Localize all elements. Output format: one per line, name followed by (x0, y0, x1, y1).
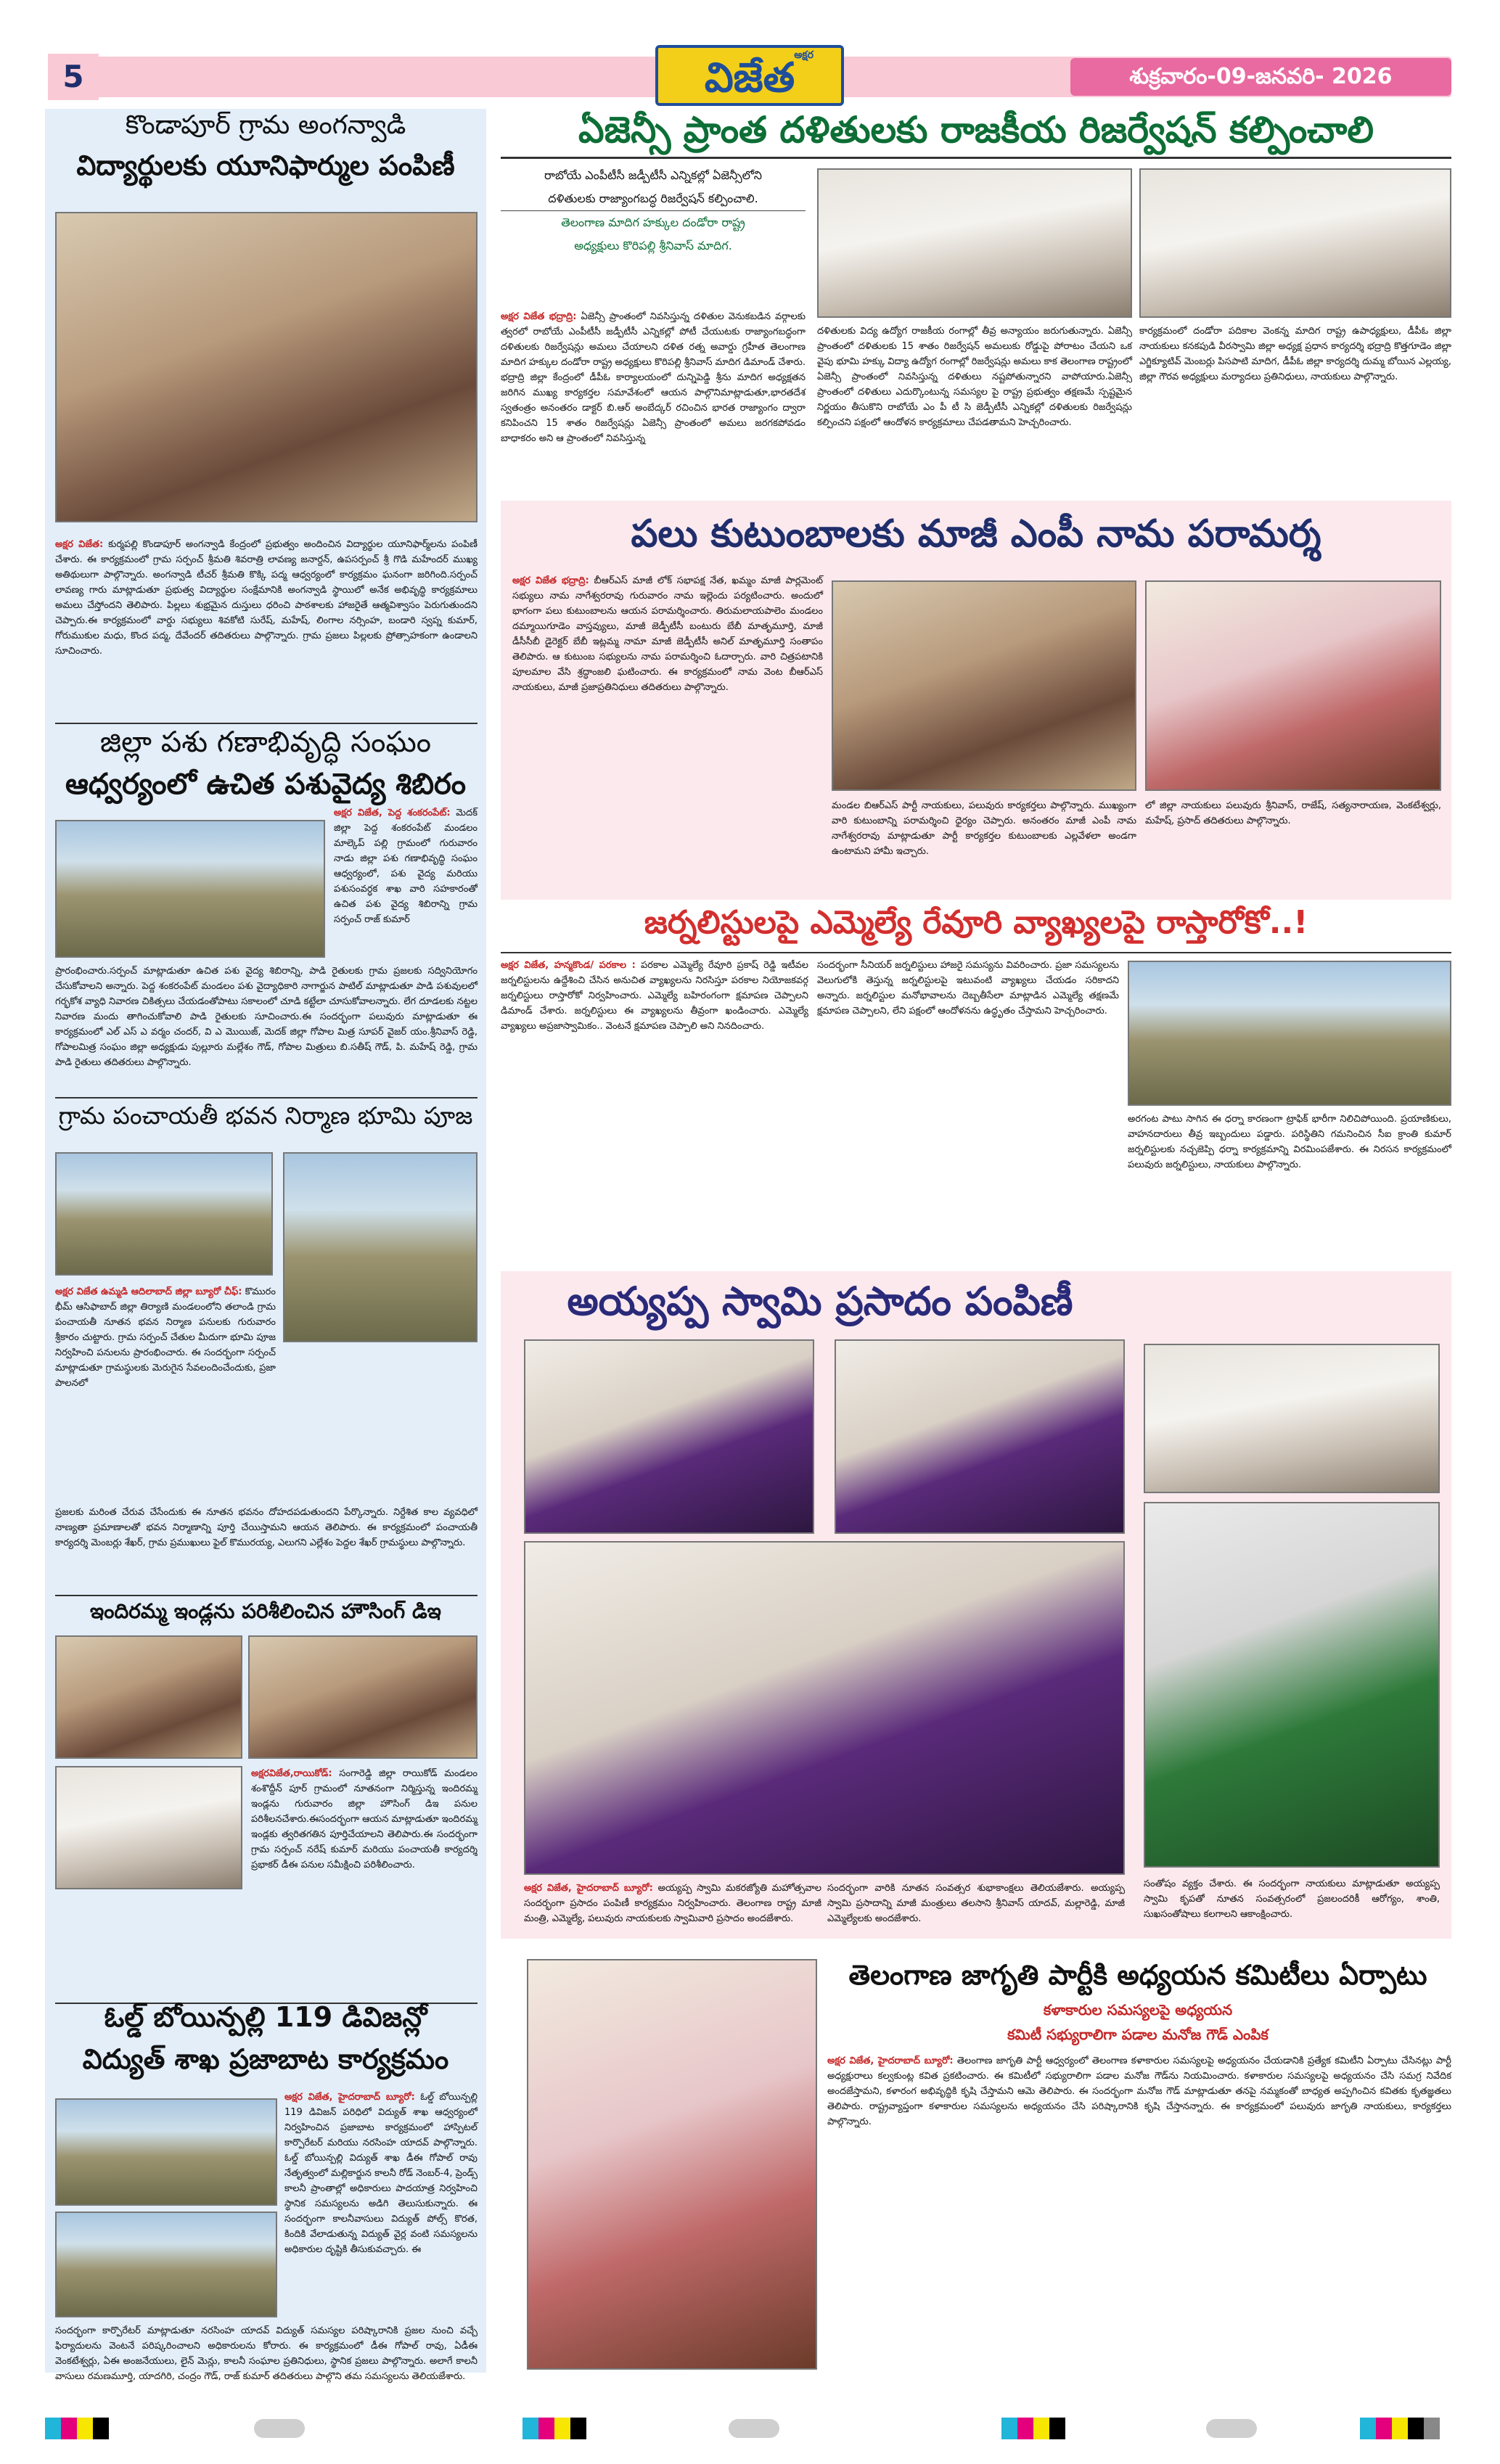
page-number: 5 (48, 54, 99, 100)
mp-story-col3: లో జిల్లా నాయకులు పలువురు శ్రీనివాస్, రాజేష్, సత్యనారాయణ, వెంకటేశ్వర్లు, మహేష్, ప్రసాద్ తదితరులు పాల్గొన్నారు. (1145, 800, 1441, 826)
story4-body (251, 1766, 478, 1998)
lead-story-title: ఏజెన్సీ ప్రాంత దళితులకు రాజకీయ రిజర్వేషన్ కల్పించాలి (578, 109, 1374, 151)
jagruthi-deck1: కళాకారుల సమస్యలపై అధ్యయన (1043, 2001, 1233, 2019)
story1-photo (55, 212, 478, 522)
story3-title: గ్రామ పంచాయతీ భవన నిర్మాణ భూమి పూజ (58, 1101, 473, 1130)
color-bar-3 (1001, 2418, 1065, 2439)
story3-body-top (55, 1284, 276, 1502)
mp-story-title: పలు కుటుంబాలకు మాజీ ఎంపీ నామ పరామర్శ (631, 512, 1321, 556)
story3-dateline: అక్షర విజేత ఉమ్మడి ఆదిలాబాద్ జిల్లా బ్యూరో చీఫ్: (55, 1286, 242, 1297)
mp-story-col1 (512, 573, 823, 892)
story1-title: విద్యార్థులకు యూనిఫార్ముల పంపిణీ (76, 149, 455, 181)
jagruthi-body (827, 2053, 1451, 2370)
deck2-line2: అధ్యక్షులు కొరిపల్లి శ్రీనివాస్ మాదిగ. (574, 239, 732, 252)
jagruthi-text: తెలంగాణ జాగృతి పార్టీ ఆధ్వర్యంలో తెలంగాణ కళాకారుల సమస్యలపై అధ్యయనం చేయడానికి ప్రత్యేక కమిటీని ఏర్పాటు చేసినట్లు పార్టీ అధ్యక్షురాలు కల్వకుంట్ల కవిత ప్రకటించారు. ఈ కమిటీలో సభ్యురాలిగా పడాల మనోజ గౌడ్‌ను నియమించారు. కళాకారుల సమస్యలపై అధ్యయనం చేసి సమగ్ర నివేదిక అందజేస్తామని, కళారంగ అభివృద్ధికి కృషి చేస్తామని ఆమె తెలిపారు. ఈ సందర్భంగా మనోజ గౌడ్ మాట్లాడుతూ తనపై నమ్మకంతో బాధ్యత అప్పగించిన కవితకు కృతజ్ఞతలు తెలిపారు. రాష్ట్రవ్యాప్తంగా కళాకారుల సమస్యలను అధ్యయనం చేసి పరిష్కారానికి కృషి చేస్తానన్నారు. ఈ కార్యక్రమంలో పలువురు జాగృతి నాయకులు, కార్యకర్తలు పాల్గొన్నారు. (827, 2056, 1451, 2127)
story5-title-line2: విద్యుత్ శాఖ ప్రజాబాట కార్యక్రమం (82, 2043, 449, 2075)
ayyappa-col1-text: అయ్యప్ప స్వామి మకరజ్యోతి మహోత్సవాల సందర్భంగా ప్రసాదం పంపిణీ కార్యక్రమం నిర్వహించారు. తెలంగాణ రాష్ట్ర మాజీ మంత్రి, ఎమ్మెల్యే, పలువురు నాయకులకు స్వామివారి ప్రసాదం అందజేశారు. (524, 1883, 821, 1924)
date-badge (1070, 58, 1451, 96)
protest-col2: సందర్భంగా సీనియర్ జర్నలిస్టులు హాజరై సమస్యను వివరించారు. ప్రజా సమస్యలను వెలుగులోకి తెస్తున్న జర్నలిస్టులపై ఇటువంటి వ్యాఖ్యలు చేయడం సరికాదని అన్నారు. జర్నలిస్టుల మనోభావాలను దెబ్బతీసేలా మాట్లాడిన ఎమ్మెల్యే తక్షణమే క్షమాపణ చెప్పాలని, లేని పక్షంలో ఆందోళనను ఉద్ధృతం చేస్తామని హెచ్చరించారు. (817, 960, 1119, 1017)
color-bar-2 (522, 2418, 586, 2439)
protest-col3: అరగంట పాటు సాగిన ఈ ధర్నా కారణంగా ట్రాఫిక్ భారీగా నిలిచిపోయింది. ప్రయాణికులు, వాహనదారులు తీవ్ర ఇబ్బందులు పడ్డారు. పరిస్థితిని గమనించిన సీఐ క్రాంతి కుమార్ జర్నలిస్టులకు నచ్చజెప్పి ధర్నా కార్యక్రమాన్ని విరమింపజేశారు. ఈ నిరసన కార్యక్రమంలో పలువురు జర్నలిస్టులు, నాయకులు పాల్గొన్నారు. (1128, 1114, 1451, 1170)
masthead-tag: అక్షర (794, 49, 813, 61)
story2-body-top (334, 805, 478, 958)
protest-col1-text: పరకాల ఎమ్మెల్యే రేవూరి ప్రకాష్ రెడ్డి ఇటీవల జర్నలిస్టులను ఉద్దేశించి చేసిన అనుచిత వ్యాఖ్యలను నిరసిస్తూ పరకాల నియోజకవర్గ జర్నలిస్టులు రాస్తారోకో నిర్వహించారు. ఎమ్మెల్యే బహిరంగంగా క్షమాపణ చెప్పాలని డిమాండ్ చేశారు. జర్నలిస్టులు ఈ వ్యాఖ్యలను తీవ్రంగా ఖండించారు. ఎమ్మెల్యే వ్యాఖ్యలు అప్రజాస్వామికం.. వెంటనే క్షమాపణ చెప్పాలి అని నినదించారు. (501, 960, 809, 1032)
ayyappa-photo5 (1144, 1502, 1440, 1868)
story2-text-top: మెదక్ జిల్లా పెద్ద శంకరంపేట్ మండలం మాల్కెప్ పల్లి గ్రామంలో గురువారం నాడు జిల్లా పశు గణాభివృద్ధి సంఘం ఆధ్వర్యంలో, పశు వైద్య మరియు పశుసంవర్ధక శాఖ వారి సహకారంతో ఉచిత పశు వైద్య శిబిరాన్ని గ్రామ సర్పంచ్ రాజ్ కుమార్ (334, 808, 478, 925)
registration-mark (729, 2419, 779, 2438)
registration-mark (254, 2419, 305, 2438)
registration-mark (1206, 2419, 1257, 2438)
lead-story-col2: దళితులకు విద్య ఉద్యోగ రాజకీయ రంగాల్లో తీవ్ర అన్యాయం జరుగుతున్నారు. ఏజెన్సీ ప్రాంతంలో దళితులకు 15 శాతం రిజర్వేషన్ అమలుకు రోడ్డుపై పోరాటం చేయని ఒక వైపు భూమి హక్కు విద్యా ఉద్యోగ రంగాల్లో రిజర్వేషన్లు అమలు కాక తెలంగాణ రాష్ట్రంలో ఏజెన్సీ ప్రాంతంలో నివసిస్తున్న దళితులు నష్టపోతున్నారని వాపోయారు.ఏజెన్సీ ప్రాంతంలో దళితులు ఎదుర్కొంటున్న సమస్యల పై రాష్ట్ర ప్రభుత్వం తక్షణమే స్పష్టమైన నిర్ణయం తీసుకొని రాబోయే ఎం పీ టీ సి జెడ్పీటీసీ ఎన్నికల్లో దళితులకు రిజర్వేషన్లు కల్పించని పక్షంలో ఆందోళన కార్యక్రమాలు చేపడతామని హెచ్చరించారు. (817, 326, 1132, 428)
story4-title: ఇందిరమ్మ ఇండ్లను పరిశీలించిన హౌసింగ్ డిఇ (90, 1599, 441, 1623)
masthead-title: విజేత (704, 54, 795, 102)
ayyappa-photo1 (524, 1339, 814, 1534)
ayyappa-title: అయ్యప్ప స్వామి ప్రసాదం పంపిణీ (567, 1278, 1073, 1324)
jagruthi-title: తెలంగాణ జాగృతి పార్టీకి అధ్యయన కమిటీలు ఏర్పాటు (848, 1959, 1427, 1991)
divider (501, 952, 1451, 953)
color-bar-4 (1360, 2418, 1440, 2439)
story4-photo-bottom (55, 1766, 242, 1889)
story4-photo-right (248, 1635, 478, 1759)
lead-story-lead: అక్షర విజేత భద్రాద్రి: (501, 311, 577, 322)
jagruthi-deck2: కమిటీ సభ్యురాలిగా పడాల మనోజ గౌడ్ ఎంపిక (1007, 2026, 1269, 2043)
story4-text: సంగారెడ్డి జిల్లా రాయికోడ్ మండలం శంశొద్దీన్ పూర్ గ్రామంలో నూతనంగా నిర్మిస్తున్న ఇందిరమ్మ ఇండ్లను గురువారం జిల్లా హౌసింగ్ డిఇ పనుల పరిశీలనచేశారు.ఈసందర్భంగా ఆయన మాట్లాడుతూ ఇందిరమ్మ ఇండ్లకు త్వరితగతిన పూర్తిచేయాలని తెలిపారు.ఈ సందర్భంగా గ్రామ సర్పంచ్ నరేష్ కుమార్ మరియు పంచాయతీ కార్యదర్శి ప్రభాకర్ డీఈ పనుల సమీక్షించి పరిశీలించారు. (251, 1768, 478, 1870)
story2-dateline: అక్షర విజేత, పెద్ద శంకరంపేట్: (334, 808, 451, 818)
story3-text-top: కొమురం భీమ్ ఆసిఫాబాద్ జిల్లా తిర్యాణి మండలంలోని తలాండి గ్రామ పంచాయతీ నూతన భవన నిర్మాణ పనులకు గురువారం శ్రీకారం చుట్టారు. గ్రామ సర్పంచ్ చేతుల మీదుగా భూమి పూజ నిర్వహించి పనులను ప్రారంభించారు. ఈ సందర్భంగా సర్పంచ్ మాట్లాడుతూ గ్రామస్థులకు మెరుగైన సేవలందించేందుకు, ప్రజా పాలనలో (55, 1286, 276, 1389)
story3-body-bottom: ప్రజలకు మరింత చేరువ చేసేందుకు ఈ నూతన భవనం దోహదపడుతుందని పేర్కొన్నారు. నిర్దేశిత కాల వ్యవధిలో నాణ్యతా ప్రమాణాలతో భవన నిర్మాణాన్ని పూర్తి చేయిస్తామని ఆయన తెలిపారు. ఈ కార్యక్రమంలో పంచాయతీ కార్యదర్శి మెంబర్లు శేఖర్, గ్రామ ప్రముఖులు ఫైల్ కొమురయ్య, ఎలుగని ఎల్లేశం పెద్దల శేఖర్ గ్రామస్థులు పాల్గొన్నారు. (55, 1507, 478, 1548)
story5-dateline: అక్షర విజేత, హైదరాబాద్ బ్యూరో: (284, 2092, 415, 2103)
story3-photo-left (55, 1152, 273, 1276)
protest-col1 (501, 958, 808, 1262)
mp-col1-text: బీఆర్ఎస్ మాజీ లోక్ సభాపక్ష నేత, ఖమ్మం మాజీ పార్లమెంట్ సభ్యులు నామ నాగేశ్వరరావు గురువారం నామ ఇల్లెందు పర్యటించారు. అందులో భాగంగా పలు కుటుంబాలను ఆయన పరామర్శించారు. తిరుమలాయపాలెం మండలం దమ్మాయిగూడెం వాస్తవ్యులు, మాజీ జెడ్పీటీసీ బంటురు బేబీ మాతృమూర్తి, మాజీ డీసీసీబీ డైరెక్టర్ బేబీ ఇట్లమ్మ నామా మాజీ జెడ్పీటీసీ అనిల్ మాతృమూర్తి సంతాపం తెలిపారు. ఆ కుటుంబ సభ్యులను నామ పరామర్శించి ఓదార్చారు. వారి చిత్రపటానికి పూలమాల వేసి శ్రద్ధాంజలి ఘటించారు. ఈ కార్యక్రమంలో నామ వెంట బీఆర్ఎస్ నాయకులు, మాజీ ప్రజాప్రతినిధులు తదితరులు పాల్గొన్నారు. (512, 575, 823, 693)
story1-text: కుర్మపల్లి కొండాపూర్ అంగన్వాడి కేంద్రంలో ప్రభుత్వం అందించిన విద్యార్థుల యూనిఫార్మ్‌లను పంపిణీ చేశారు. ఈ కార్యక్రమంలో గ్రామ సర్పంచ్ శ్రీమతి శివరాత్రి లావణ్య జనార్దన్, ఉపసర్పంచ్ శ్రీ గొడి మహేందర్ ముఖ్య అతిథులుగా పాల్గొన్నారు. అంగన్వాడి టీచర్ శ్రీమతి కొక్కి పద్మ ఆధ్వర్యంలో కార్యక్రమం ఘనంగా జరిగింది.సర్పంచ్ లావణ్య గారు మాట్లాడుతూ ప్రభుత్వ విద్యార్థుల సంక్షేమానికి అంగన్వాడి స్థాయిలో అనేక అభివృద్ధి కార్యక్రమాలు అమలు చేస్తోందని తెలిపారు. పిల్లలు శుభ్రమైన దుస్తులు ధరించి పాఠశాలకు హాజరైతే ఆత్మవిశ్వాసం పెరుగుతుందని చెప్పారు.ఈ కార్యక్రమంలో వార్డు సభ్యులు శివకోటి సురేష్, మహేష్, లింగాల నర్సింహ, బండారి స్వప్న కుమార్, గోరుముకుల మధు, కొంద పద్మ, దేవేందర్ తదితరులు పాల్గొన్నారు. గ్రామ ప్రజలు పిల్లలకు ప్రోత్సాహకంగా ఉండాలని సూచించారు. (55, 539, 478, 657)
story2-title-line1: జిల్లా పశు గణాభివృద్ధి సంఘం (99, 726, 432, 759)
lead-story-photo1 (817, 168, 1132, 318)
lead-col1-text: ఏజెన్సీ ప్రాంతంలో నివసిస్తున్న దళితుల వెనుకబడిన వర్గాలకు త్వరలో రాబోయే ఎంపీటీసీ జడ్పీటీసీ ఎన్నికల్లో పోటీ చేయుటకు రాజ్యాంగబద్ధంగా దళితులకు రిజర్వేషన్లు అమలు చేయాలని దళిత రత్న అవార్డు గ్రహీత తెలంగాణ మాదిగ హక్కుల దండోరా రాష్ట్ర అధ్యక్షులు కొరిపల్లి శ్రీనివాస్ మాదిగ డిమాండ్ చేశారు. భద్రాద్రి జిల్లా కేంద్రంలో డీపీఓ కార్యాలయంలో దున్నిపెడ్డి శ్రీను మాదిగ అధ్యక్షతన జరిగిన ముఖ్య కార్యకర్తల సమావేశంలో ఆయన పాల్గొనిమాట్లాడుతూ,భారతదేశ స్వతంత్రం అనంతరం డాక్టర్ బి.ఆర్ అంబేద్కర్ రచించిన భారత రాజ్యాంగం ద్వారా కనిపించని 15 శాతం రిజర్వేషన్లు ఏజెన్సీ ప్రాంతంలో అమలు జరగకపోవడం బాధాకరం అని ఆ ప్రాంతంలో నివసిస్తున్న (501, 311, 806, 444)
ayyappa-lead: అక్షర విజేత, హైదరాబాద్ బ్యూరో: (524, 1883, 653, 1894)
story4-photo-left (55, 1635, 242, 1759)
deck1-line2: దళితులకు రాజ్యాంగబద్ధ రిజర్వేషన్ కల్పించాలి. (501, 187, 806, 211)
protest-story-title: జర్నలిస్టులపై ఎమ్మెల్యే రేవూరి వ్యాఖ్యలపై రాస్తారోకో..! (644, 904, 1308, 941)
story2-title-line2: ఆధ్వర్యంలో ఉచిత పశువైద్య శిబిరం (65, 768, 467, 801)
ayyappa-col2: సందర్భంగా వారికి నూతన సంవత్సర శుభాకాంక్షలు తెలియజేశారు. అయ్యప్ప స్వామి ప్రసాదాన్ని మాజీ మంత్రులు తలసాని శ్రీనివాస్ యాదవ్, మల్లారెడ్డి, మాజీ ఎమ్మెల్యేలకు అందజేశారు. (827, 1883, 1125, 1924)
story4-dateline: అక్షరవిజేత,రాయికోడ్: (251, 1768, 332, 1779)
lead-story-col3: కార్యక్రమంలో దండోరా పదికాల వెంకన్న మాదిగ రాష్ట్ర ఉపాధ్యక్షులు, డీపీఓ జిల్లా నాయకులు కనకపుడి వీరస్వామి జిల్లా అధ్యక్ష ప్రధాన కార్యదర్శి భద్రాద్రి కొత్తగూడెం జిల్లా ఎగ్జిక్యూటివ్ మెంబర్లు పిసపాటి మాదిగ, డీపీఓ జిల్లా కార్యదర్శి దుమ్మ బోయిన ఎల్లయ్య, జిల్లా గౌరవ అధ్యక్షులు మర్యాదలు ప్రతినిధులు, నాయకులు పాల్గొన్నారు. (1139, 326, 1451, 382)
story2-body-bottom: ప్రారంభించారు.సర్పంచ్ మాట్లాడుతూ ఉచిత పశు వైద్య శిబిరాన్ని, పాడి రైతులకు గ్రామ ప్రజలకు సద్వినియోగం చేసుకోవాలని అన్నారు. పెద్ద శంకరంపేట్ మండలం పశు వైద్యాధికారి నాగార్జున పాటిల్ మాట్లాడుతూ పాడి పశువులలో గర్భకోశ వ్యాధి నివారణ చికిత్సలు చేయడంతోపాటు సకాలంలో చూడి కట్టేలా చూసుకోవాలన్నారు. లేగ దూడలకు నట్టల నివారణ మందు తాగించుకోవాలి పాడి రైతులకు సూచించారు.ఈ సందర్భంగా పలువురు మాట్లాడుతూ ఈ కార్యక్రమంలో ఎల్ ఎస్ ఎ వర్మం చందర్, వి ఎ మొయిజ్, మెదక్ జిల్లా గోపాల మిత్ర సూపర్ వైజర్ యం.శ్రీనివాస్ రెడ్డి, గోపాలమిత్ర సంఘం జిల్లా అధ్యక్షుడు పుల్లూరు మల్లేశం గౌడ్, గోపాల మిత్రులు బి.సతీష్ గౌడ్, పి. మహేష్ రెడ్డి, గ్రామ పాడి రైతులు తదితరులు పాల్గొన్నారు. (55, 966, 478, 1068)
color-bar-1 (45, 2418, 109, 2439)
ayyappa-col3: సంతోషం వ్యక్తం చేశారు. ఈ సందర్భంగా నాయకులు మాట్లాడుతూ అయ్యప్ప స్వామి కృపతో నూతన సంవత్సరంలో ప్రజలందరికీ ఆరోగ్యం, శాంతి, సుఖసంతోషాలు కలగాలని ఆకాంక్షించారు. (1144, 1878, 1440, 1920)
ayyappa-photo4 (524, 1541, 1125, 1875)
mp-story-photo2 (1145, 580, 1441, 791)
deck1-line1: రాబోయే ఎంపీటీసీ జడ్పీటీసీ ఎన్నికల్లో ఏజెన్సీలోని (544, 168, 762, 182)
lead-story-col1 (501, 309, 806, 489)
protest-lead: అక్షర విజేత, హన్మకొండ/ పరకాల : (501, 960, 636, 971)
story5-photo-top (55, 2098, 277, 2206)
mp-story-col2: మండల బిఆర్ఎస్ పార్టీ నాయకులు, పలువురు కార్యకర్తలు పాల్గొన్నారు. ముఖ్యంగా వారి కుటుంబాన్ని పరామర్శించి ధైర్యం చెప్పారు. అనంతరం మాజీ ఎంపీ నామ నాగేశ్వరరావు మాట్లాడుతూ పార్టీ కార్యకర్తల కుటుంబాలకు ఎల్లవేళలా అండగా ఉంటామని హామీ ఇచ్చారు. (832, 800, 1136, 857)
story5-body-bottom: సందర్భంగా కార్పొరేటర్ మాట్లాడుతూ నరసింహ యాదవ్ విద్యుత్ సమస్యల పరిష్కారానికి ప్రజల నుంచి వచ్చే ఫిర్యాదులను వెంటనే పరిష్కరించాలని అధికారులను కోరారు. ఈ కార్యక్రమంలో డీఈ గోపాల్ రావు, ఏడీఈ వెంకటేశ్వర్లు, ఏఈ అంజనేయులు, లైన్ మెన్లు, కాలనీ సంఘాల ప్రతినిధులు, స్థానిక ప్రజలు పాల్గొన్నారు. అలాగే కాలనీ వాసులు రమణమూర్తి, యాదగిరి, చంద్రం గౌడ్, రాజ్ కుమార్ తదితరులు పాల్గొని తమ సమస్యలను తెలియజేశారు. (55, 2325, 478, 2382)
ayyappa-photo2 (835, 1339, 1125, 1534)
divider (55, 1097, 478, 1098)
story1-body (55, 537, 478, 717)
ayyappa-photo3 (1144, 1344, 1440, 1493)
protest-photo (1128, 961, 1451, 1106)
ayyappa-col1 (524, 1881, 821, 1934)
divider (55, 723, 478, 724)
jagruthi-lead: అక్షర విజేత, హైదరాబాద్ బ్యూరో: (827, 2056, 954, 2066)
deck2-line1: తెలంగాణ మాదిగ హక్కుల దండోరా రాష్ట్ర (561, 215, 745, 229)
story1-kicker: కొండాపూర్ గ్రామ అంగన్వాడి (125, 110, 406, 140)
jagruthi-photo (527, 1959, 817, 2370)
story2-photo (55, 820, 325, 958)
masthead-logo (655, 45, 844, 106)
story1-lead: అక్షర విజేత: (55, 539, 104, 550)
story3-photo-right (283, 1152, 478, 1342)
divider (55, 1595, 478, 1596)
mp-story-photo1 (832, 580, 1136, 791)
divider (501, 157, 1451, 159)
story5-body-top (284, 2090, 478, 2320)
lead-story-deck (501, 164, 806, 306)
mp-story-lead: అక్షర విజేత భద్రాద్రి: (512, 575, 589, 586)
story5-text-top: ఓల్డ్ బోయిన్పల్లి 119 డివిజన్ పరిధిలో విద్యుత్ శాఖ ఆధ్వర్యంలో నిర్వహించిన ప్రజాబాట కార్యక్రమంలో హాస్పిటల్ కార్పొరేటర్ మరియు నరసింహ యాదవ్ పాల్గొన్నారు. ఓల్డ్ బోయిన్పల్లి విద్యుత్ శాఖ డీఈ గోపాల్ రావు నేతృత్వంలో మల్లికార్జున కాలనీ రోడ్ నెంబర్-4, ప్రెండ్స్ కాలనీ ప్రాంతాల్లో అధికారులు పాదయాత్ర నిర్వహించి స్థానిక సమస్యలను అడిగి తెలుసుకున్నారు. ఈ సందర్భంగా కాలనీవాసులు విద్యుత్ పోల్స్ కొరత, కిందికి వేలాడుతున్న విద్యుత్ వైర్ల వంటి సమస్యలను అధికారుల దృష్టికి తీసుకువచ్చారు. ఈ (284, 2092, 478, 2255)
date-text: శుక్రవారం-09-జనవరి- 2026 (1129, 64, 1393, 89)
lead-story-photo2 (1139, 168, 1451, 318)
story5-photo-bottom (55, 2212, 277, 2317)
story5-title-line1: ఓల్డ్ బోయిన్పల్లి 119 డివిజన్లో (104, 2001, 427, 2033)
